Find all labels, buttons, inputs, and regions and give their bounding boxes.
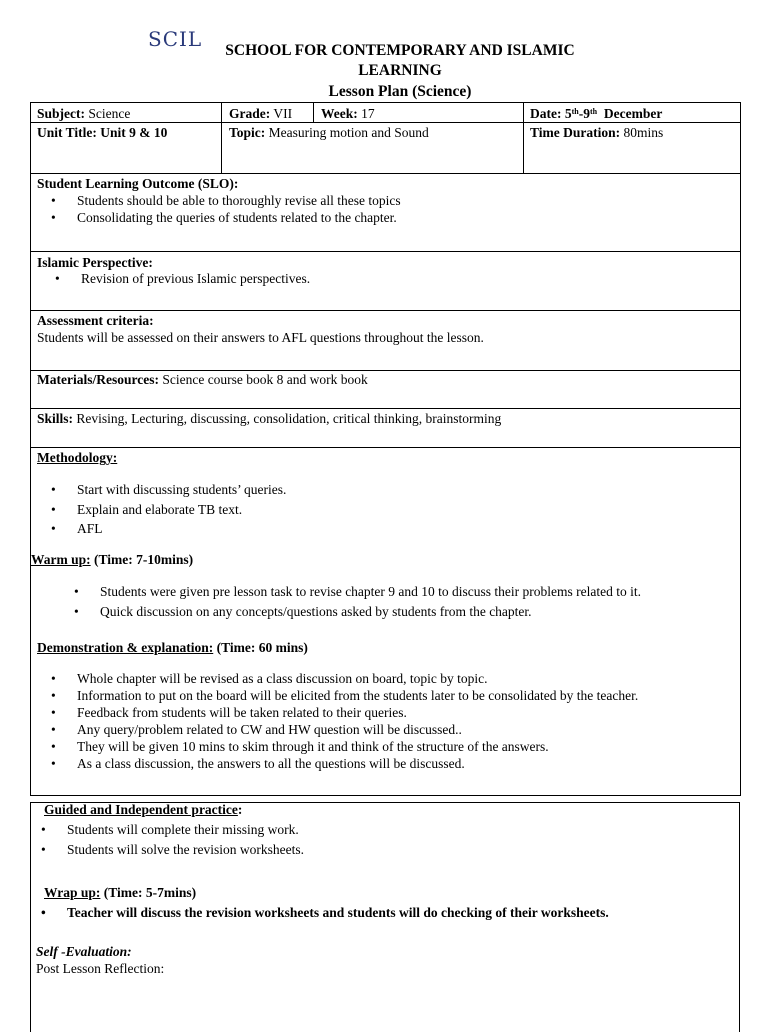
list-item: • Whole chapter will be revised as a class discussion on board, topic by topic. [31,670,638,687]
list-item: • Revision of previous Islamic perspectives. [35,270,310,287]
row-divider [31,173,740,174]
list-item: • AFL [31,519,286,539]
materials-cell [37,371,368,388]
school-name-line2: LEARNING [358,62,442,79]
guided-list [21,820,304,859]
week-label: Week: [321,106,358,121]
row-divider [31,408,740,409]
subject-cell [37,105,130,122]
materials-label: Materials/Resources: [37,372,159,387]
demo-time: (Time: 60 mins) [216,640,308,655]
list-item: • Any query/problem related to CW and HW question will be discussed.. [31,721,638,738]
date-sup-start: th [571,107,579,116]
list-item: • Teacher will discuss the revision worksheets and students will do checking of their worksheets. [21,904,609,921]
grade-value: VII [273,106,293,121]
date-cell [530,105,662,122]
svg-text:SCIL: SCIL [148,27,203,51]
practice-section [30,802,740,1032]
skills-cell [37,410,501,427]
assessment-text: Students will be assessed on their answers to AFL questions throughout the lesson. [37,330,484,345]
materials-value: Science course book 8 and work book [162,372,368,387]
topic-cell [229,124,429,141]
guided-title: Guided and Independent practice [44,802,238,817]
guided-heading [44,801,242,818]
row-divider [31,310,740,311]
list-item: • Information to put on the board will be elicited from the students later to be consolidated by the teacher. [31,687,638,704]
topic-label: Topic: [229,125,266,140]
guided-colon: : [237,802,243,817]
self-evaluation-title: Self -Evaluation: [36,944,132,959]
school-name: SCHOOL FOR CONTEMPORARY AND ISLAMIC [225,42,575,59]
duration-label: Time Duration: [530,125,621,140]
date-sup-end: th [589,107,598,116]
list-item: • Start with discussing students’ queries. [31,480,286,500]
post-lesson-reflection: Post Lesson Reflection: [36,961,165,976]
demo-list [31,670,638,772]
skills-value: Revising, Lecturing, discussing, consolidation, critical thinking, brainstorming [76,411,502,426]
column-divider [523,103,524,173]
lesson-plan-table [30,102,741,796]
wrapup-time: (Time: 5-7mins) [103,885,197,900]
methodology-title: Methodology: [37,450,118,465]
warmup-list [54,582,641,621]
assessment-title: Assessment criteria: [37,313,154,328]
list-item: • They will be given 10 mins to skim through it and think of the structure of the answers. [31,738,638,755]
list-item: • Quick discussion on any concepts/questions asked by students from the chapter. [54,602,641,622]
week-value: 17 [361,106,375,121]
list-item: • Students should be able to thoroughly revise all these topics [31,192,401,209]
list-item: • Students were given pre lesson task to revise chapter 9 and 10 to discuss their problems related to it. [54,582,641,602]
islamic-list [35,270,310,287]
skills-label: Skills: [37,411,74,426]
wrapup-heading [44,884,196,901]
topic-value: Measuring motion and Sound [268,125,429,140]
wrapup-list [21,904,609,921]
duration-value: 80mins [623,125,664,140]
document-title: Lesson Plan (Science) [328,83,472,100]
grade-label: Grade: [229,106,271,121]
subject-label: Subject: [37,106,85,121]
warmup-title: Warm up: [31,552,91,567]
islamic-title: Islamic Perspective: [37,255,153,270]
slo-list [31,192,401,226]
row-divider [31,251,740,252]
list-item: • Feedback from students will be taken related to their queries. [31,704,638,721]
wrapup-title: Wrap up: [44,885,101,900]
row-divider [31,122,740,123]
list-item: • As a class discussion, the answers to all the questions will be discussed. [31,755,638,772]
unit-title: Unit Title: Unit 9 & 10 [37,125,168,140]
list-item: • Students will solve the revision worksheets. [21,840,304,860]
grade-cell [229,105,292,122]
date-label: Date: 5 [530,106,572,121]
date-month: December [603,106,663,121]
list-item: • Students will complete their missing work. [21,820,304,840]
week-cell [321,105,375,122]
slo-title: Student Learning Outcome (SLO): [37,176,239,191]
demo-heading [37,639,308,656]
subject-value: Science [88,106,131,121]
methodology-list [31,480,286,539]
duration-cell [530,124,663,141]
warmup-time: (Time: 7-10mins) [94,552,194,567]
row-divider [31,447,740,448]
warmup-heading [31,551,193,568]
demo-title: Demonstration & explanation: [37,640,214,655]
list-item: • Explain and elaborate TB text. [31,500,286,520]
date-range: -9 [578,106,590,121]
column-divider [313,103,314,122]
column-divider [221,103,222,173]
list-item: • Consolidating the queries of students related to the chapter. [31,209,401,226]
